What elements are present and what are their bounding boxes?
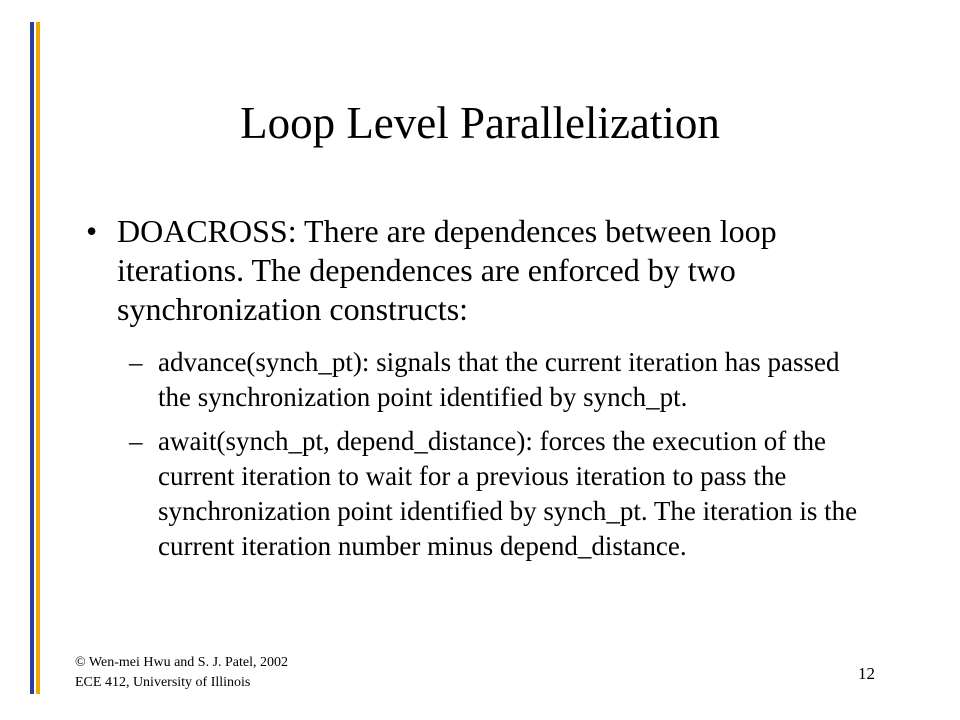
bullet-item [86,212,876,329]
slide-title: Loop Level Parallelization [240,98,720,148]
bullet-marker: • [86,213,98,249]
footer-copyright: © Wen-mei Hwu and S. J. Patel, 2002 [75,655,289,670]
footer-course: ECE 412, University of Illinois [75,675,251,690]
sub-bullet-item [86,424,876,564]
sub-bullet-text: await(synch_pt, depend_distance): forces the execution of the current iteration to wait for a previous iteration to pass the synchronization point identified by synch_pt. The iteration is the current iteration number minus depend_distance. [158,426,858,561]
bullet-text: DOACROSS: There are dependences between loop iterations. The dependences are enforced by two synchronization constructs: [117,213,777,327]
sub-bullet-item [86,345,876,415]
slide-content [86,212,876,573]
sub-bullet-marker: – [129,347,143,377]
sub-bullet-list [86,345,876,564]
page-number: 12 [858,664,875,683]
sub-bullet-marker: – [129,426,143,456]
sub-bullet-text: advance(synch_pt): signals that the current iteration has passed the synchronization point identified by synch_pt. [158,347,840,412]
footer-credits [75,653,288,693]
